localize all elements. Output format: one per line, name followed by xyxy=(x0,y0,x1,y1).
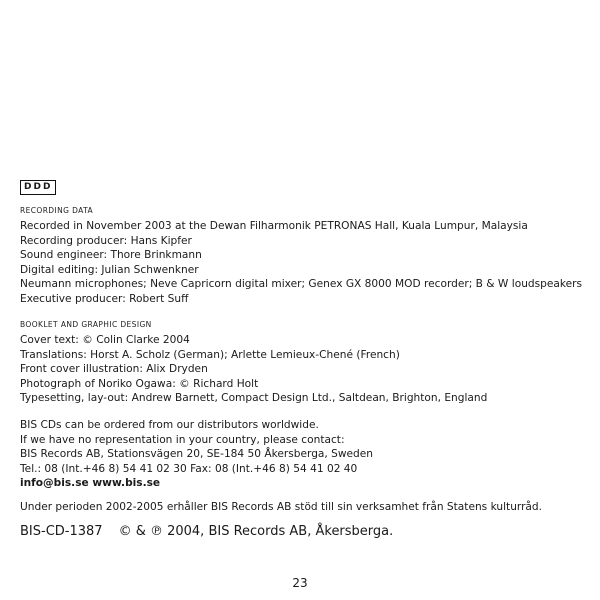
booklet-design-section xyxy=(20,320,590,406)
recording-producer: Recording producer: Hans Kipfer xyxy=(20,234,192,247)
page-number: 23 xyxy=(292,576,308,590)
copyright-notice: © & ℗ 2004, BIS Records AB, Åkersberga. xyxy=(118,524,394,539)
booklet-design-heading: BOOKLET AND GRAPHIC DESIGN xyxy=(20,320,152,329)
distribution-section xyxy=(20,418,590,491)
cover-text: Cover text: © Colin Clarke 2004 xyxy=(20,334,190,346)
support-section xyxy=(20,500,590,515)
contact-links[interactable]: info@bis.se www.bis.se xyxy=(20,477,161,490)
recording-data-section xyxy=(20,206,590,307)
executive-producer: Executive producer: Robert Suff xyxy=(20,292,189,305)
distribution-line: BIS CDs can be ordered from our distributors worldwide. xyxy=(20,419,319,431)
recording-data-heading: RECORDING DATA xyxy=(20,206,94,215)
cover-illustration: Front cover illustration: Alix Dryden xyxy=(20,363,208,376)
phone-fax: Tel.: 08 (Int.+46 8) 54 41 02 30 Fax: 08 (Int.+46 8) 54 41 02 40 xyxy=(20,462,358,475)
footer xyxy=(20,524,393,540)
sound-engineer: Sound engineer: Thore Brinkmann xyxy=(20,249,202,262)
company-address: BIS Records AB, Stationsvägen 20, SE-184 50 Åkersberga, Sweden xyxy=(20,448,374,461)
translations: Translations: Horst A. Scholz (German); Arlette Lemieux-Chené (French) xyxy=(20,348,400,361)
ddd-badge: DDD xyxy=(20,180,56,195)
distribution-line: If we have no representation in your country, please contact: xyxy=(20,433,345,446)
typesetting: Typesetting, lay-out: Andrew Barnett, Compact Design Ltd., Saltdean, Brighton, England xyxy=(20,392,488,405)
booklet-page xyxy=(20,0,590,600)
photograph-credit: Photograph of Noriko Ogawa: © Richard Holt xyxy=(20,377,259,390)
support-notice: Under perioden 2002-2005 erhåller BIS Records AB stöd till sin verksamhet från Statens kulturråd. xyxy=(20,501,543,513)
equipment: Neumann microphones; Neve Capricorn digital mixer; Genex GX 8000 MOD recorder; B & W loudspeakers xyxy=(20,278,583,291)
digital-editing: Digital editing: Julian Schwenkner xyxy=(20,263,199,276)
catalog-number: BIS-CD-1387 xyxy=(20,524,103,539)
recording-venue: Recorded in November 2003 at the Dewan Filharmonik PETRONAS Hall, Kuala Lumpur, Malaysia xyxy=(20,220,528,232)
